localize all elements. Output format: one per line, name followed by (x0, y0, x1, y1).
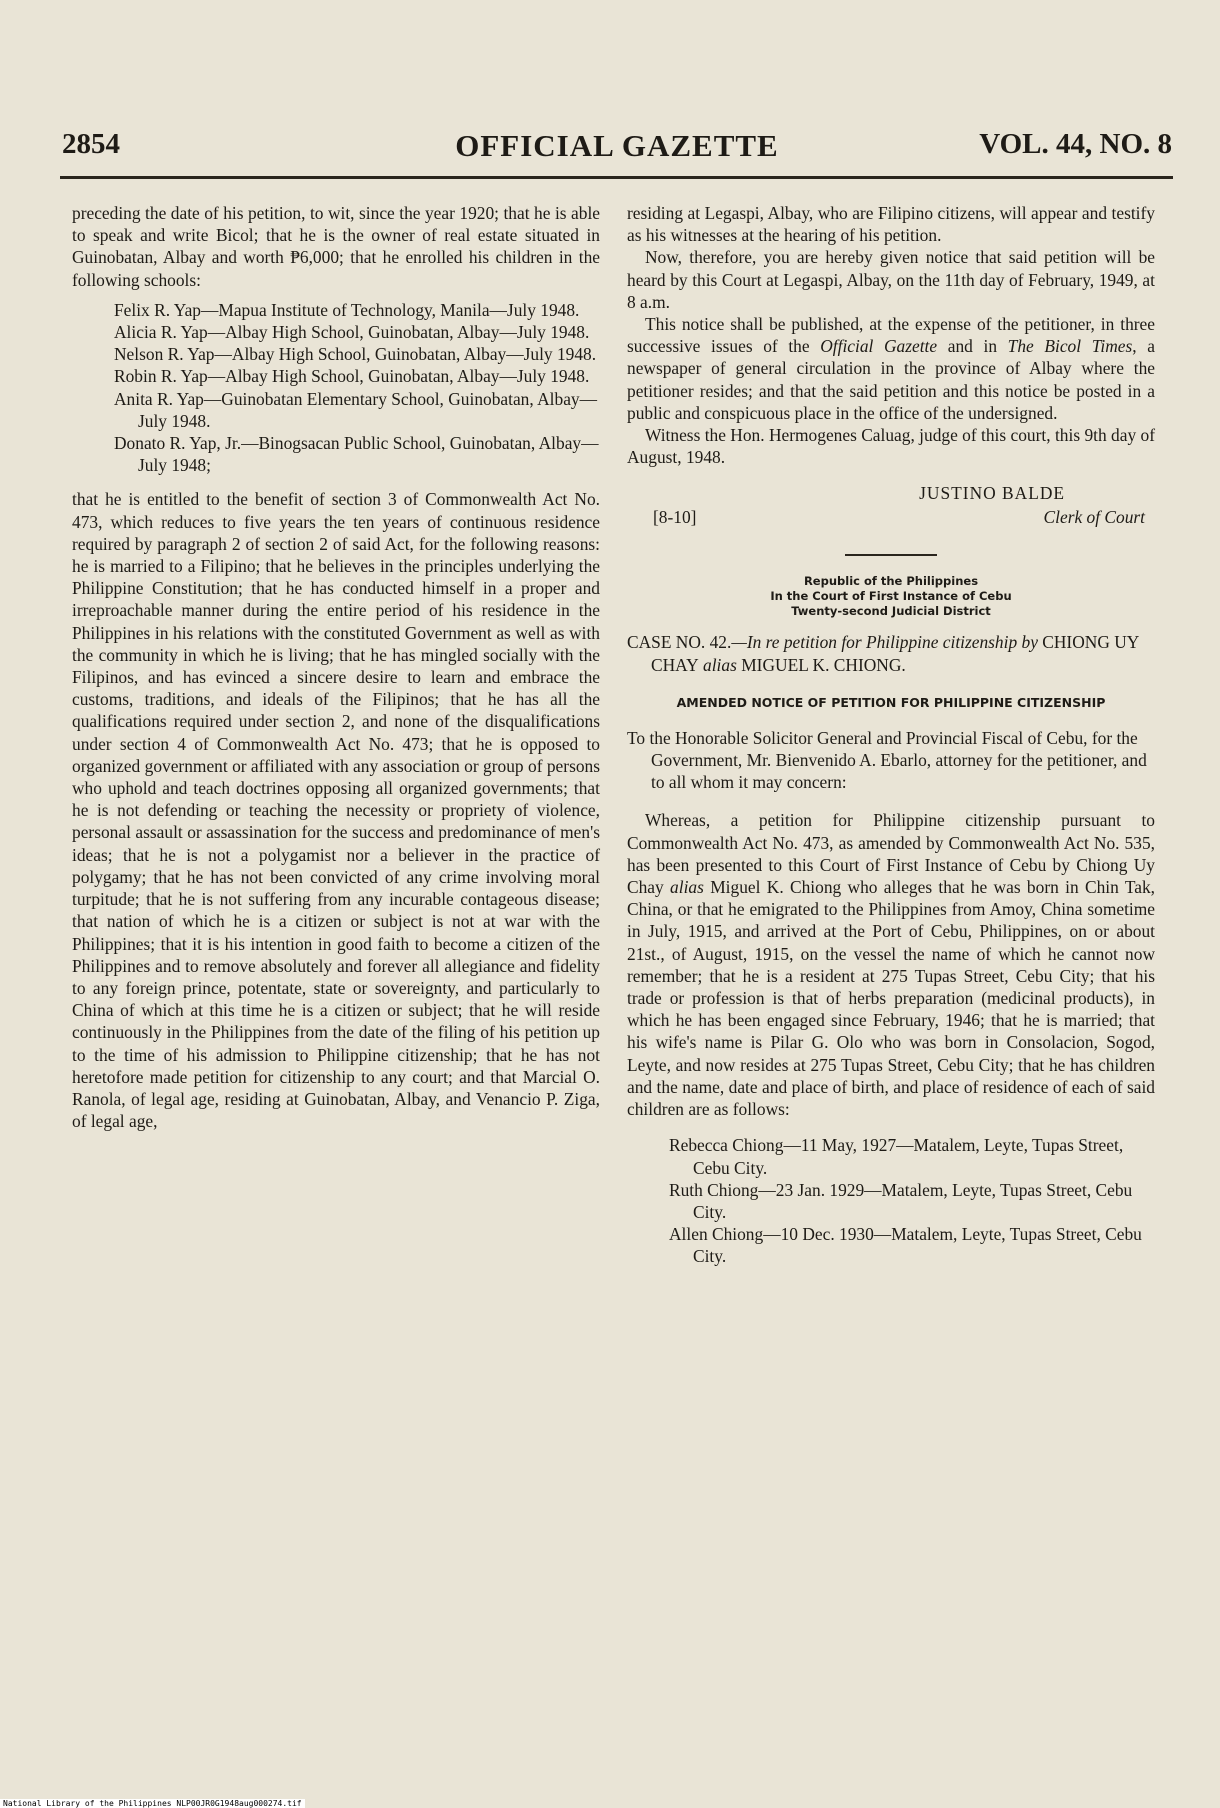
section-divider (845, 554, 937, 556)
whereas-paragraph: Whereas, a petition for Philippine citizenship pursuant to Commonwealth Act No. 473, as amended by Commonwealth Act No. 535, has been presented to this Court of First Instance of Cebu by Chiong Uy Chay alias Miguel K. Chiong who alleges that he was born in Chin Tak, China, or that he emigrated to the Philippines from Amoy, China sometime in July, 1915, and arrived at the Port of Cebu, Philippines, on or about 21st., of August, 1915, on the vessel the name of which he cannot now remember; that he is a resident at 275 Tupas Street, Cebu City; that his trade or profession is that of herbs preparation (medicinal products), in which he has been engaged since February, 1946; that he is married; that his wife's name is Pilar G. Olo who was born in Consolacion, Sogod, Leyte, and now resides at 275 Tupas Street, Cebu City; that he has children and the name, date and place of birth, and place of residence of each of said children are as follows: (627, 810, 1155, 1120)
child-entry: Allen Chiong—10 Dec. 1930—Matalem, Leyte, Tupas Street, Cebu City. (669, 1224, 1142, 1267)
child-entry: Nelson R. Yap—Albay High School, Guinobatan, Albay—July 1948. (114, 344, 597, 365)
left-body-paragraph: that he is entitled to the benefit of section 3 of Commonwealth Act No. 473, which reduces to five years the ten years of continuous residence required by paragraph 2 of section 2 of said Act, for the following reasons: he is married to a Filipino; that he believes in the principles underlying the Philippine Constitution; that he has conducted himself in a proper and irreproachable manner during the entire period of his residence in the Philippines in his relations with the constituted Government as well as with the community in which he is living; that he has mingled socially with the Filipinos, and has evinced a sincere desire to learn and embrace the customs, traditions, and ideals of the Filipinos; that he has all the qualifications required under section 2, and none of the disqualifications under section 4 of Commonwealth Act No. 473; that he is opposed to organized government or affiliated with any association or group of persons who uphold and teach doctrines opposing all organized governments; that he is not defending or teaching the necessity or propriety of violence, personal assault or assassination for the success and predominance of men's ideas; that he is not a polygamist nor a believer in the practice of polygamy; that he has not been convicted of any crime involving moral turpitude; that he is not suffering from any incurable contageous disease; that nation of which he is a citizen or subject is not at war with the Philippines; that it is his intention in good faith to become a citizen of the Philippines and to remove absolutely and forever all allegiance and fidelity to any foreign prince, potentate, state or sovereignty, and particularly to China of which at this time he is a citizen or subject; that he will reside continuously in the Philippines from the date of the filing of his petition up to the time of his admission to Philippine citizenship; that he has not heretofore made petition for citizenship to any court; and that Marcial O. Ranola, of legal age, residing at Guinobatan, Albay, and Venancio P. Ziga, of legal age, (72, 489, 600, 1132)
court-line: Twenty-second Judicial District (791, 604, 991, 619)
continued-paragraph: residing at Legaspi, Albay, who are Filipino citizens, will appear and testify as his witnesses at the hearing of his petition. (627, 203, 1155, 246)
bracket-id: [8-10] (653, 507, 697, 528)
notice-heading: AMENDED NOTICE OF PETITION FOR PHILIPPINE CITIZENSHIP (676, 694, 1106, 710)
signature-block (627, 482, 1155, 532)
witness-paragraph: Witness the Hon. Hermogenes Caluag, judge of this court, this 9th day of August, 1948. (627, 425, 1155, 468)
signer-title: Clerk of Court (1043, 507, 1145, 528)
publication-paragraph: This notice shall be published, at the expense of the petitioner, in three successive issues of the Official Gazette and in The Bicol Times, a newspaper of general circulation in the province of Albay where the petitioner resides; and that the said petition and this notice be posted in a public and conspicuous place in the office of the undersigned. (627, 314, 1155, 423)
addressee-paragraph: To the Honorable Solicitor General and Provincial Fiscal of Cebu, for the Government, Mr. Bienvenido A. Ebarlo, attorney for the petitioner, and to all whom it may concern: (627, 727, 1147, 793)
gazette-name: Official Gazette (820, 336, 938, 357)
hearing-notice-paragraph: Now, therefore, you are hereby given notice that said petition will be heard by this Court at Legaspi, Albay, on the 11th day of February, 1949, at 8 a.m. (627, 247, 1155, 312)
page-number: 2854 (62, 128, 120, 160)
child-entry: Anita R. Yap—Guinobatan Elementary School, Guinobatan, Albay—July 1948. (114, 388, 598, 431)
court-line: Republic of the Philippines (803, 574, 979, 589)
child-entry: Rebecca Chiong—11 May, 1927—Matalem, Leyte, Tupas Street, Cebu City. (669, 1135, 1124, 1178)
signer-name: JUSTINO BALDE (919, 483, 1065, 504)
left-column (72, 202, 600, 1132)
publication-title: OFFICIAL GAZETTE (455, 128, 779, 163)
child-entry: Alicia R. Yap—Albay High School, Guinobatan, Albay—July 1948. (114, 322, 590, 343)
court-heading (627, 574, 1155, 619)
right-column (627, 202, 1155, 1268)
court-line: In the Court of First Instance of Cebu (770, 589, 1012, 604)
child-entry: Robin R. Yap—Albay High School, Guinobatan, Albay—July 1948. (114, 366, 590, 387)
left-intro-paragraph: preceding the date of his petition, to wit, since the year 1920; that he is able to speak and write Bicol; that he is the owner of real estate situated in Guinobatan, Albay and worth ₱6,000; that he enrolled his children in the following schools: (72, 203, 600, 290)
header-rule (60, 176, 1173, 179)
newspaper-name: The Bicol Times (1007, 336, 1133, 357)
child-entry: Ruth Chiong—23 Jan. 1929—Matalem, Leyte, Tupas Street, Cebu City. (669, 1179, 1133, 1222)
child-entry: Donato R. Yap, Jr.—Binogsacan Public School, Guinobatan, Albay—July 1948; (114, 433, 599, 476)
volume-number: VOL. 44, NO. 8 (979, 128, 1172, 160)
page-header (62, 128, 1172, 174)
child-entry: Felix R. Yap—Mapua Institute of Technology, Manila—July 1948. (114, 299, 580, 320)
case-title: CASE NO. 42.—In re petition for Philippine citizenship by CHIONG UY CHAY alias MIGUEL K. CHIONG. (627, 632, 1139, 675)
scan-footer: National Library of the Philippines NLP00JR0G1948aug000274.tif (0, 1799, 305, 1808)
